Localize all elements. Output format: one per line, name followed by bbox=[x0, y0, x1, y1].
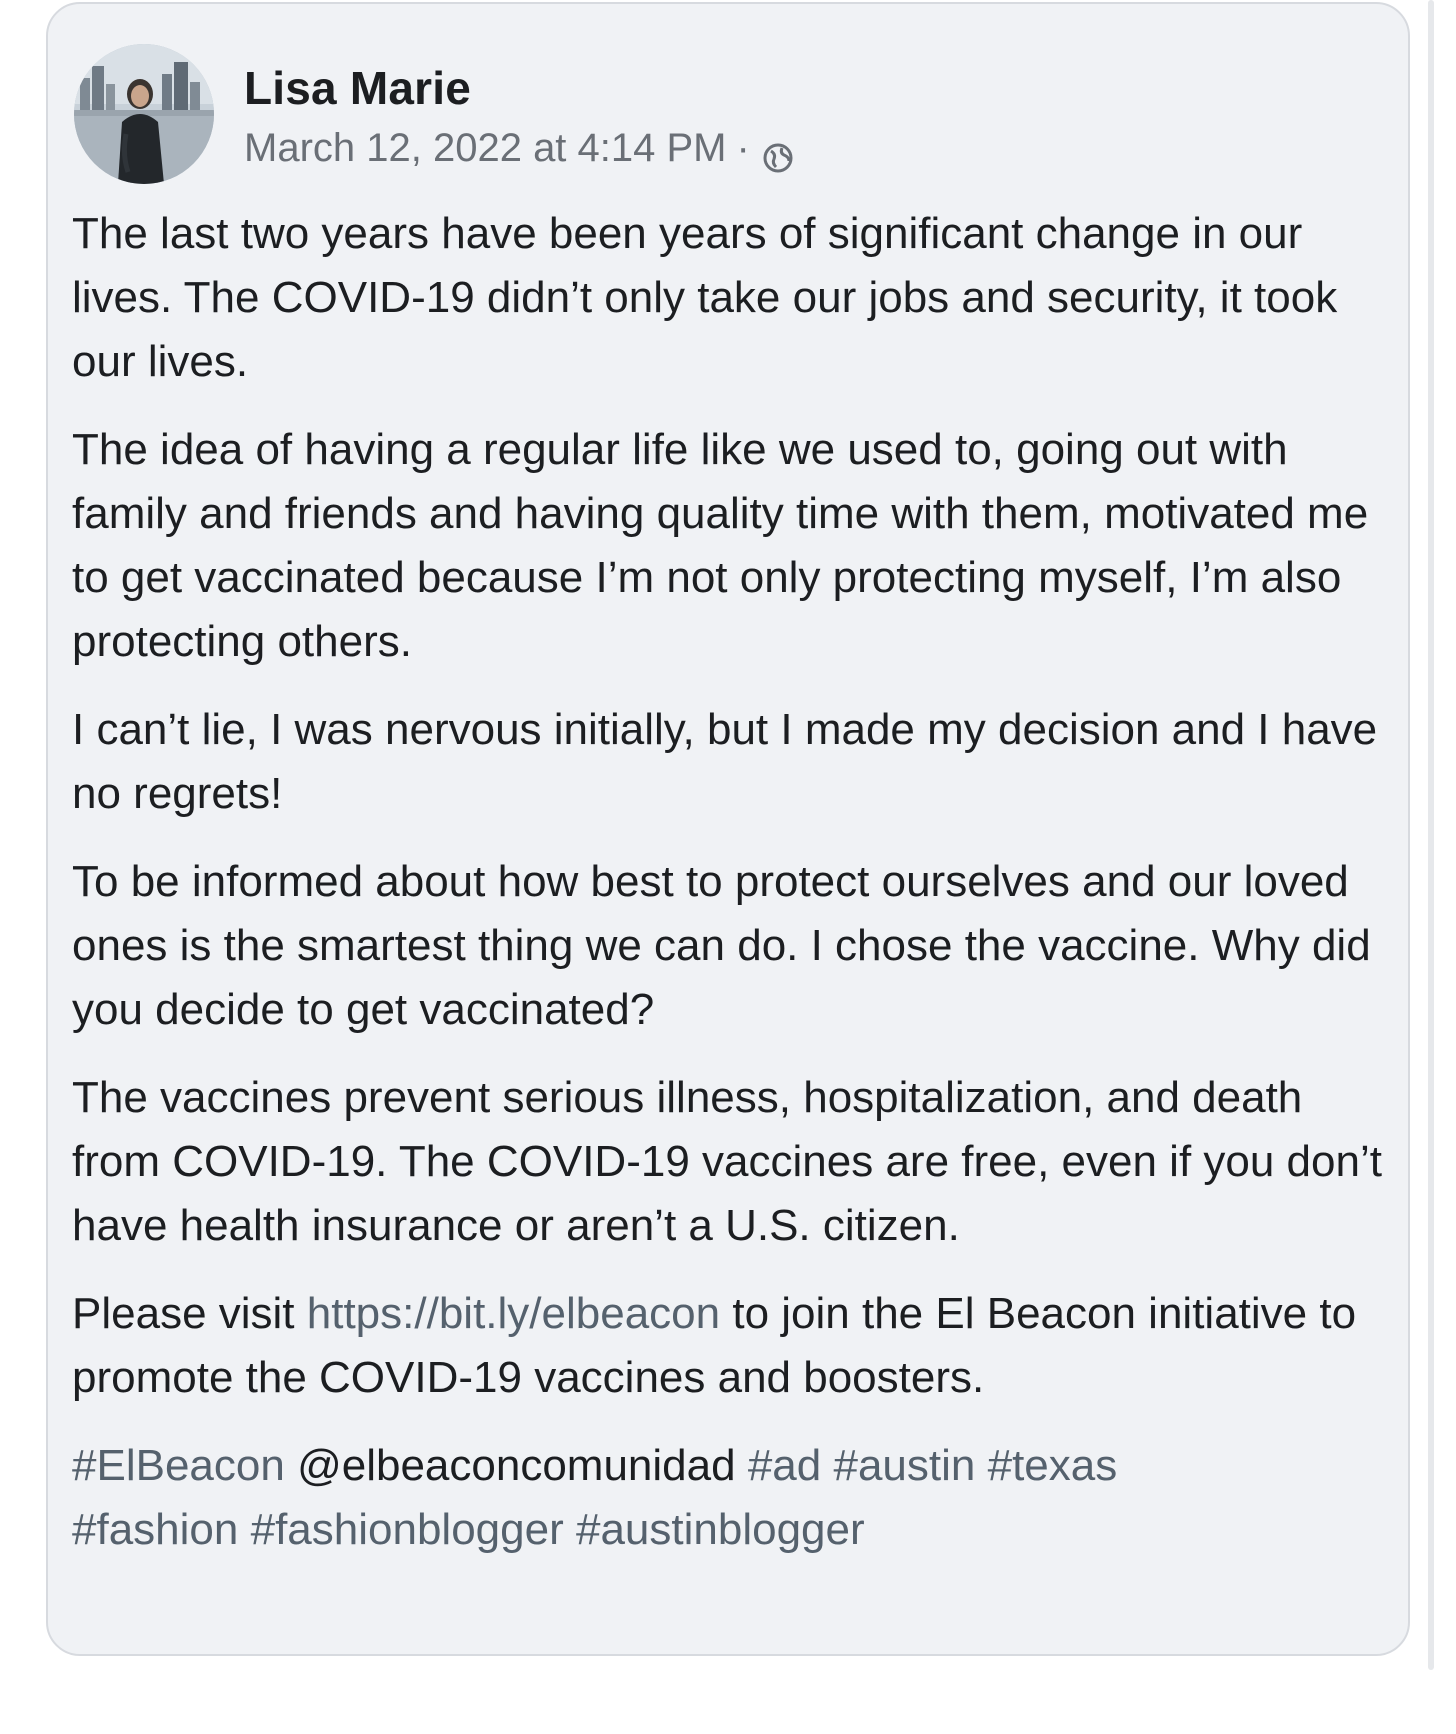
post-card bbox=[46, 2, 1410, 1656]
post-paragraph: The vaccines prevent serious illness, hospitalization, and death from COVID-19. The COVID-19 vaccines are free, even if you don’t have health insurance or aren’t a U.S. citizen. bbox=[72, 1073, 1382, 1250]
avatar-photo bbox=[74, 44, 214, 184]
post-paragraph: I can’t lie, I was nervous initially, but I made my decision and I have no regrets! bbox=[72, 705, 1378, 818]
hashtag-fashionblogger[interactable]: #fashionblogger bbox=[250, 1505, 564, 1554]
window-edge bbox=[1428, 0, 1434, 1670]
post-meta bbox=[244, 60, 794, 176]
hashtag-austin[interactable]: #austin bbox=[833, 1441, 976, 1490]
post-paragraph: The idea of having a regular life like we used to, going out with family and friends and having quality time with them, motivated me to get vaccinated because I’m not only protecting myself, I’m also protecting others. bbox=[72, 425, 1369, 666]
post-timestamp[interactable]: March 12, 2022 at 4:14 PM bbox=[244, 126, 727, 170]
hashtag-ad[interactable]: #ad bbox=[747, 1441, 822, 1490]
post-paragraph: The last two years have been years of significant change in our lives. The COVID-19 didn’t only take our jobs and security, it took our lives. bbox=[72, 209, 1338, 386]
hashtag-austinblogger[interactable]: #austinblogger bbox=[575, 1505, 865, 1554]
cta-link[interactable]: https://bit.ly/elbeacon bbox=[306, 1289, 721, 1338]
hashtag-fashion[interactable]: #fashion bbox=[72, 1505, 239, 1554]
hashtag-texas[interactable]: #texas bbox=[987, 1441, 1118, 1490]
post-header bbox=[74, 44, 794, 174]
hashtag-line bbox=[72, 1434, 1402, 1562]
cta-text-before: Please visit bbox=[72, 1289, 307, 1338]
post-timestamp-row bbox=[244, 120, 794, 176]
author-name[interactable]: Lisa Marie bbox=[244, 62, 471, 114]
avatar[interactable] bbox=[74, 44, 214, 184]
post-paragraph: To be informed about how best to protect ourselves and our loved ones is the smartest thing we can do. I chose the vaccine. Why did you decide to get vaccinated? bbox=[72, 857, 1371, 1034]
meta-separator: · bbox=[736, 126, 750, 170]
hashtag-elbeacon[interactable]: #ElBeacon bbox=[72, 1441, 285, 1490]
post-body bbox=[72, 202, 1402, 1562]
mention-elbeaconcomunidad[interactable]: @elbeaconcomunidad bbox=[297, 1441, 736, 1490]
cta-text-after: to join the El Beacon initiative to promote the COVID-19 vaccines and boosters. bbox=[72, 1289, 1357, 1402]
post-cta-paragraph bbox=[72, 1282, 1402, 1410]
globe-icon bbox=[762, 133, 794, 165]
